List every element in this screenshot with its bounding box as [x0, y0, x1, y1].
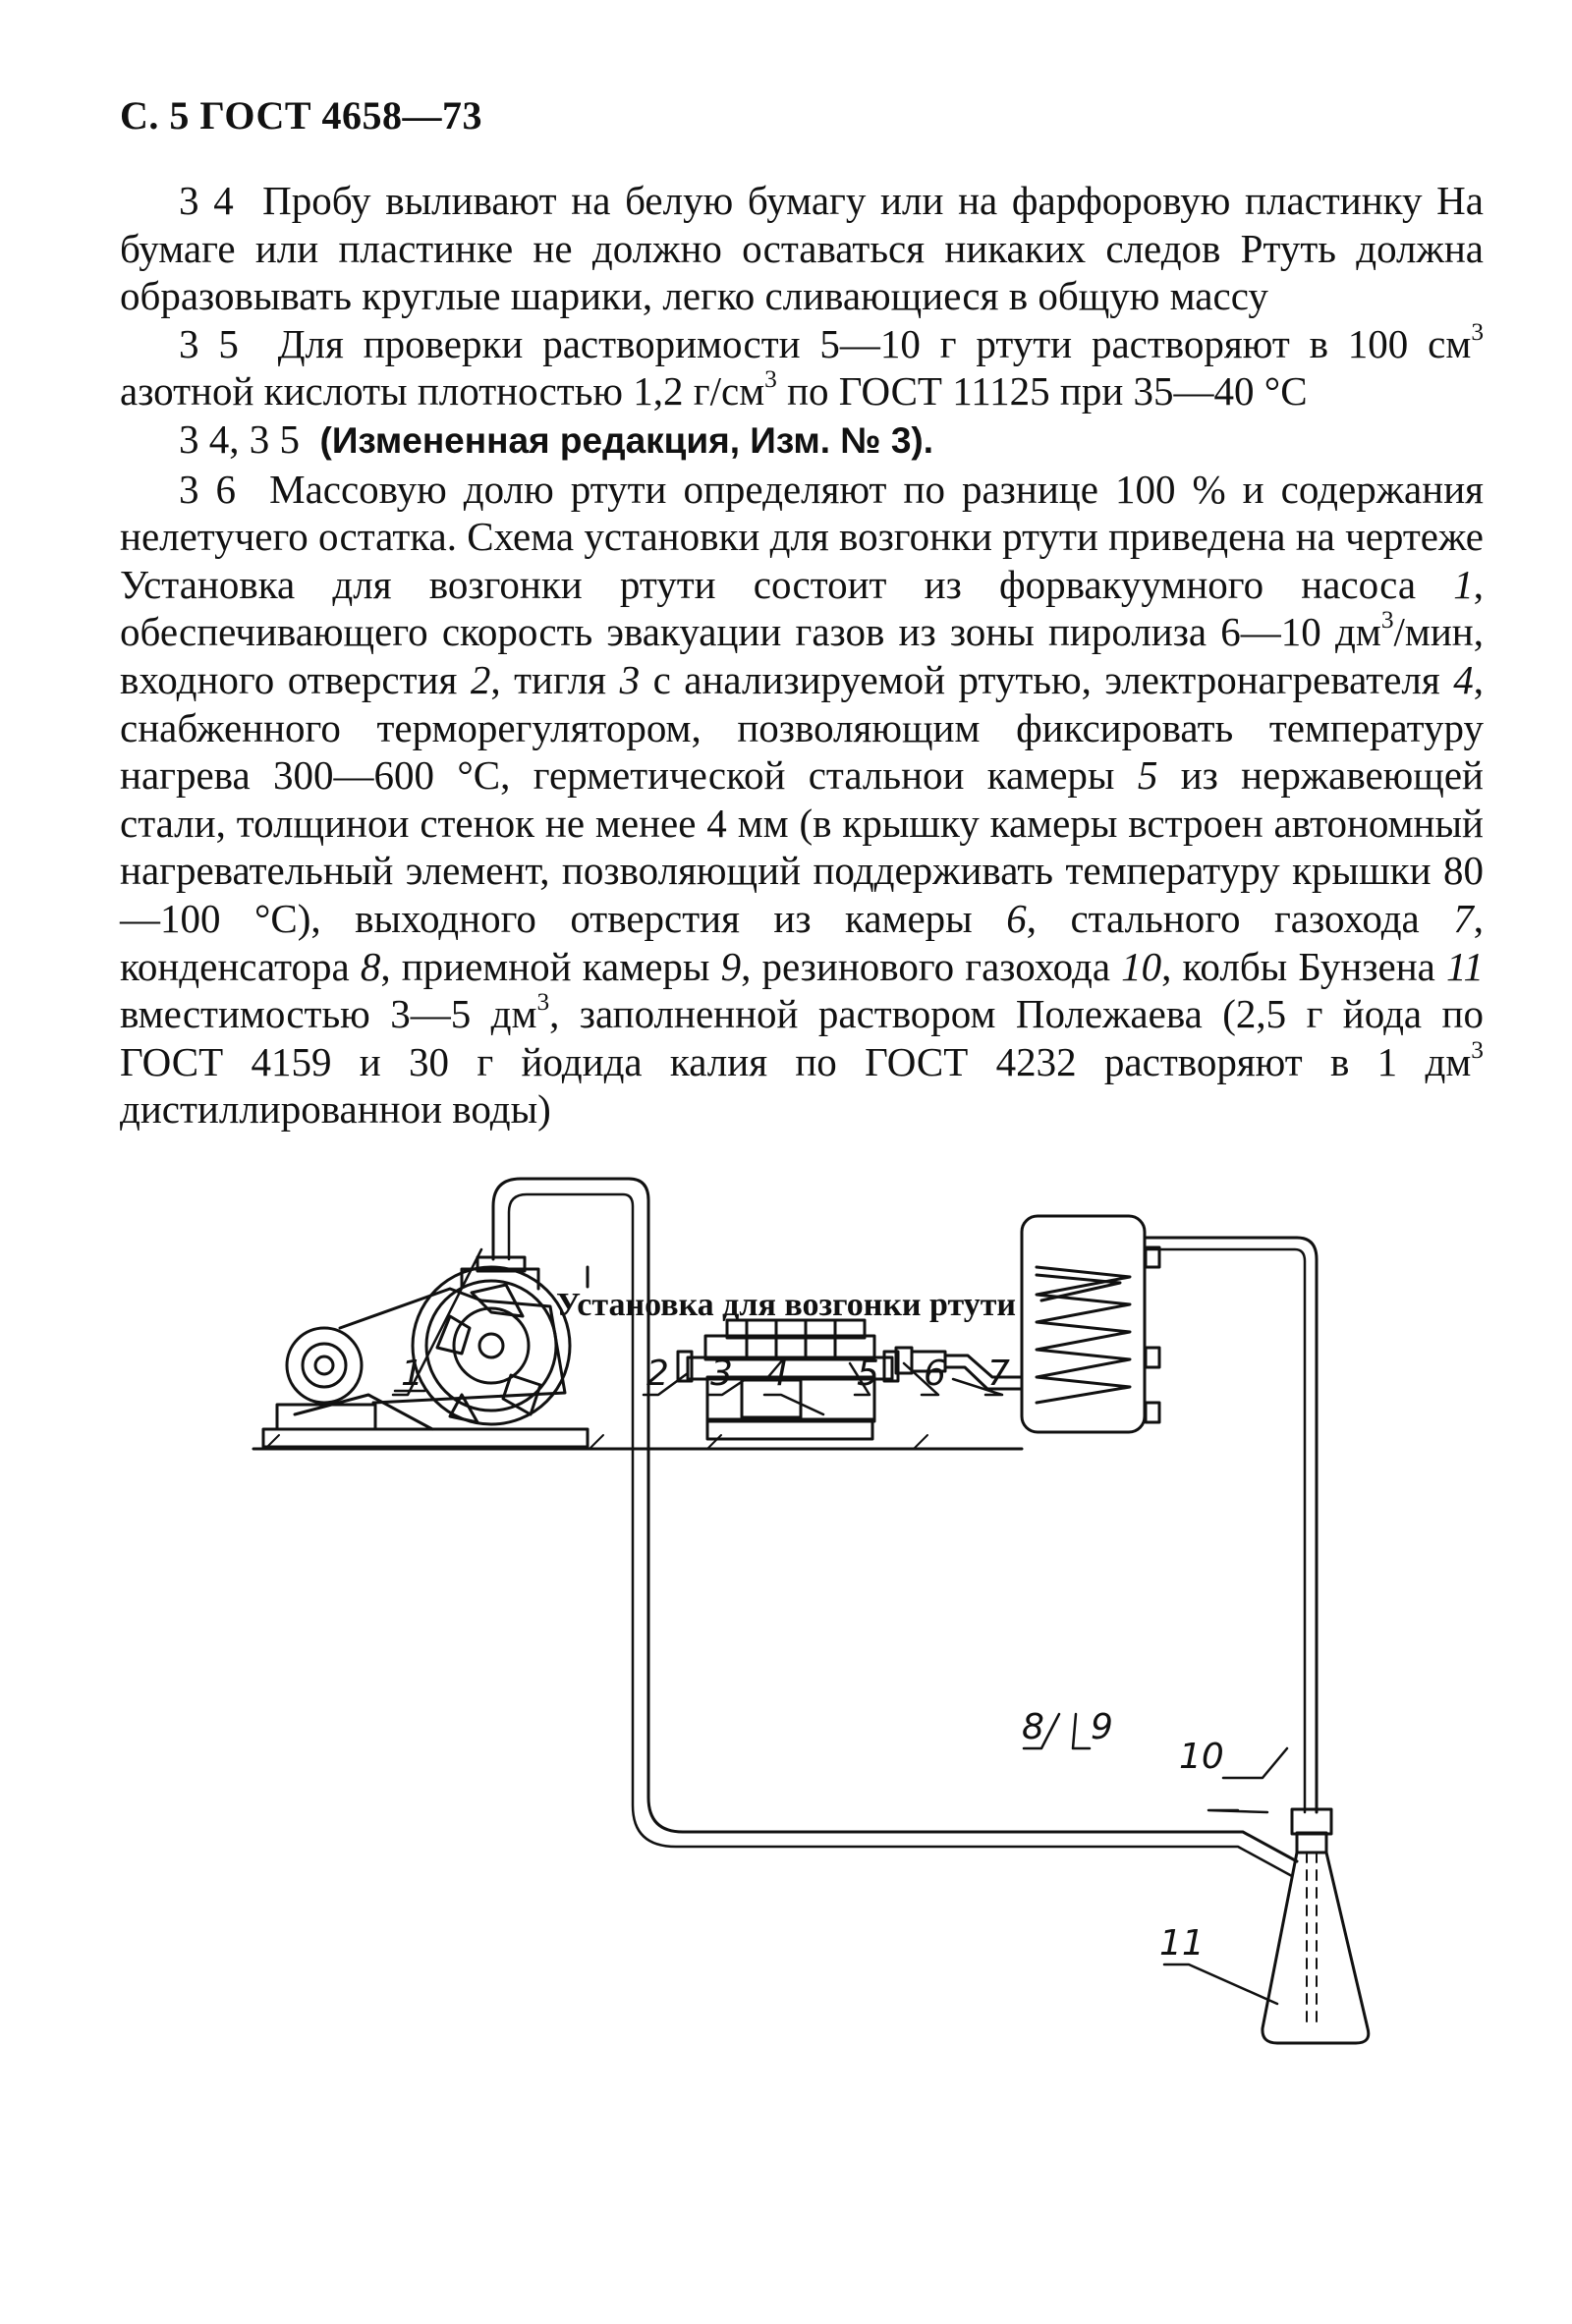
paragraph-text: Пробу выливают на белую бумагу или на фарфоровую пластинку На бумаге или пластинке не должно оставаться никаких следов Ртуть должна образовывать круглые шарики, легко сливающиеся в общую массу [120, 178, 1484, 319]
callout-3: 3 [710, 1354, 733, 1394]
vacuum-line-inner [509, 1194, 1292, 1876]
ref-number: 11 [1446, 943, 1484, 989]
superscript: 3 [1380, 606, 1394, 635]
ref-number: 2 [470, 656, 491, 702]
bunsen-flask [1263, 1809, 1369, 2043]
ref-number: 7 [1453, 895, 1474, 941]
outlet-line [1145, 1238, 1317, 1812]
callout-5: 5 [857, 1354, 879, 1394]
paragraph-text: , снабженного терморегулятором, позволяющим фиксировать температуру нагрева 300—600 °С, герметической стальнои камеры [120, 656, 1485, 799]
callout-11: 11 [1159, 1923, 1205, 1964]
paragraph-text: Массовую долю ртути определяют по разнице 100 % и содержания нелетучего остатка. Схема установки для возгонки ртути приведена на чертеже Установка для возгонки ртути состоит из форвакуумного насоса [120, 466, 1484, 607]
paragraph-text: по ГОСТ 11125 при 35—40 °С [776, 368, 1308, 415]
paragraph-text: дистиллированнои воды) [120, 1086, 551, 1133]
superscript: 3 [1471, 318, 1485, 346]
paragraph-text: , стального газохода [1026, 895, 1454, 941]
ref-number: 9 [720, 943, 742, 989]
condenser [1022, 1216, 1159, 1432]
paragraph-text: , тигля [490, 656, 620, 702]
paragraph-text: из нержавеющей стали, толщинои стенок не менее 4 мм (в крышку камеры встроен автономный нагревательный элемент, позволяющий поддерживать температуру крышки 80—100 °С), выходного отверстия из камеры [120, 752, 1485, 941]
amendment-text: (Измененная редакция, Изм. № 3). [319, 419, 934, 461]
paragraph-text: , обеспечивающего скорость эвакуации газов из зоны пиролиза 6—10 дм [120, 561, 1484, 655]
callout-10: 10 [1179, 1737, 1224, 1777]
ref-number: 10 [1121, 943, 1162, 989]
paragraph-text: Для проверки растворимости 5—10 г ртути растворяют в 100 см [277, 320, 1472, 366]
paragraph-text: /мин, входного отверстия [120, 609, 1484, 702]
callout-6: 6 [924, 1354, 946, 1394]
ref-number: 1 [1453, 561, 1474, 607]
paragraph-text: с анализируемой ртутью, электронагревателя [640, 656, 1454, 702]
superscript: 3 [1471, 1035, 1484, 1064]
superscript: 3 [536, 988, 550, 1017]
ref-number: 6 [1006, 895, 1027, 941]
clause-number: 3 4, 3 5 [179, 415, 300, 462]
callout-8: 8 [1022, 1707, 1044, 1747]
ref-number: 4 [1453, 656, 1474, 702]
paragraph-text: вместимостью 3—5 дм [120, 991, 537, 1037]
paragraph-text: , заполненной раствором Полежаева (2,5 г йода по ГОСТ 4159 и 30 г йодида калия по ГОСТ 4232 растворяют в 1 дм [120, 991, 1484, 1084]
superscript: 3 [764, 365, 777, 394]
paragraph-text: , резинового газохода [741, 943, 1122, 989]
clause-number: 3 4 [179, 178, 234, 223]
vacuum-pump [263, 1257, 588, 1447]
paragraph-text: азотной кислоты плотностью 1,2 г/см [120, 368, 765, 415]
leader-lines [393, 1249, 1287, 2004]
ref-number: 5 [1137, 752, 1158, 799]
page-header: С. 5 ГОСТ 4658—73 [120, 93, 483, 138]
clause-number: 3 6 [179, 466, 237, 512]
callout-2: 2 [646, 1354, 669, 1394]
callout-1: 1 [401, 1354, 423, 1394]
vacuum-line [493, 1179, 1297, 1861]
paragraph-text: , колбы Бунзена [1161, 943, 1446, 989]
ref-number: 8 [360, 943, 381, 989]
callout-labels [395, 1354, 1224, 1964]
figure-title: Установка для возгонки ртути [556, 1287, 1016, 1323]
ref-number: 3 [619, 656, 641, 702]
paragraph-text: , конденсатора [120, 895, 1484, 989]
clause-number: 3 5 [179, 320, 239, 366]
callout-4: 4 [766, 1354, 789, 1394]
paragraph-text: , приемной камеры [380, 943, 721, 989]
callout-7: 7 [987, 1354, 1010, 1394]
outlet-line-inner [1145, 1249, 1305, 1812]
callout-9: 9 [1091, 1707, 1113, 1747]
